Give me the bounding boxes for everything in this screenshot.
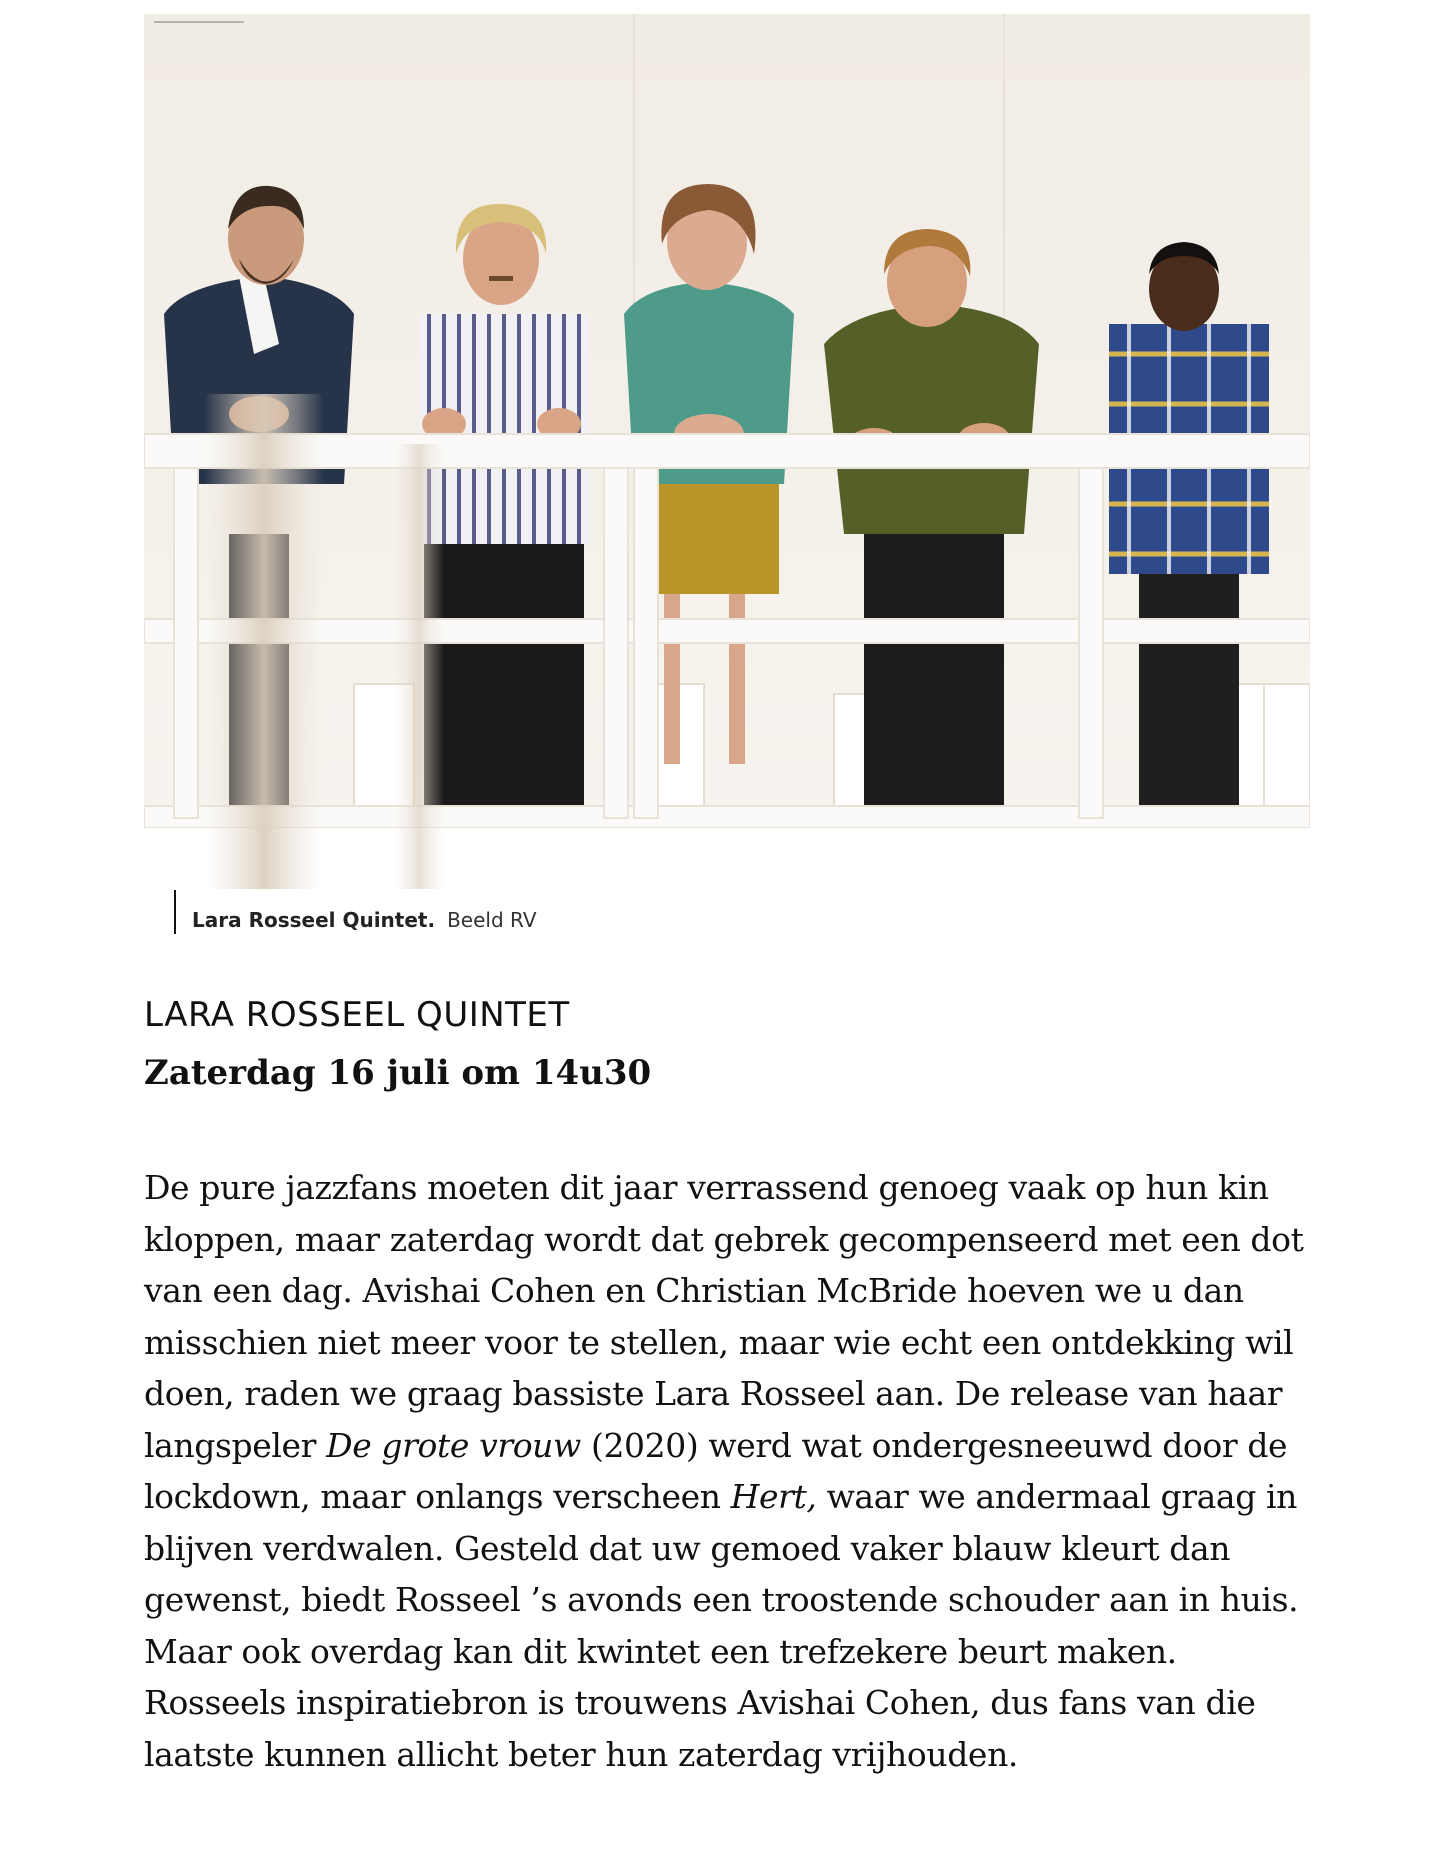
album-title-2: Hert, [730, 1477, 817, 1516]
photo-caption [174, 890, 537, 934]
band-photo-illustration [144, 14, 1310, 889]
paragraph-text-1: De pure jazzfans moeten dit jaar verrassend genoeg vaak op hun kin kloppen, maar zaterdag wordt dat gebrek gecompenseerd met een dot van een dag. Avishai Cohen en Christian McBride hoeven we u dan misschien niet meer voor te stellen, maar wie echt een ontdekking wil doen, raden we graag bassiste Lara Rosseel aan. De release van haar langspeler [144, 1168, 1304, 1465]
caption-title: Lara Rosseel Quintet. [192, 908, 436, 932]
event-name: LARA ROSSEEL QUINTET [144, 995, 570, 1035]
caption-credit: Beeld RV [447, 908, 537, 932]
paragraph-text-2: (2020) werd wat ondergesneeuwd door de lockdown, maar onlangs verscheen [144, 1425, 1288, 1516]
article-paragraph [144, 1162, 1314, 1780]
article-photo [144, 14, 1310, 889]
paragraph-text-3: waar we andermaal graag in blijven verdwalen. Gesteld dat uw gemoed vaker blauw kleurt dan gewenst, biedt Rosseel ’s avonds een troostende schouder aan in huis. Maar ook overdag kan dit kwintet een trefzekere beurt maken. Rosseels inspiratiebron is trouwens Avishai Cohen, dus fans van die laatste kunnen allicht beter hun zaterdag vrijhouden. [144, 1477, 1299, 1774]
event-date: Zaterdag 16 juli om 14u30 [144, 1053, 652, 1093]
album-title-1: De grote vrouw [326, 1425, 581, 1465]
